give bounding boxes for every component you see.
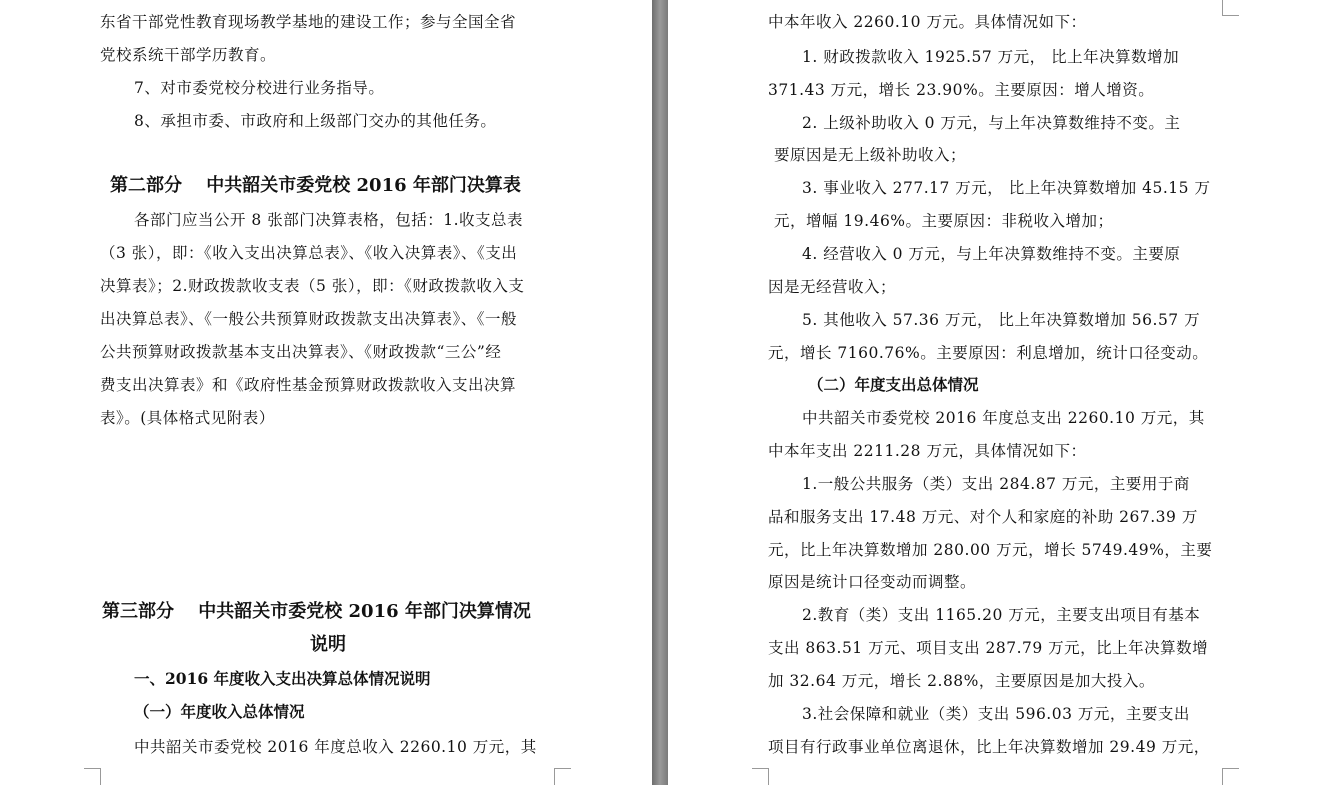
part3-title-cont: 说明 [310,634,346,655]
text-line: 元，增长 7160.76%。主要原因：利息增加，统计口径变动。 [768,344,1209,362]
text-line: 2.教育（类）支出 1165.20 万元，主要支出项目有基本 [802,606,1201,624]
page-gutter [652,0,668,785]
text-line: 8、承担市委、市政府和上级部门交办的其他任务。 [134,112,497,130]
text-line: 品和服务支出 17.48 万元、对个人和家庭的补助 267.39 万 [768,508,1198,526]
text-line: 表》。(具体格式见附表） [100,409,275,427]
text-line: 7、对市委党校分校进行业务指导。 [134,79,385,97]
text-line: 党校系统干部学历教育。 [100,46,277,64]
text-line: 中共韶关市委党校 2016 年度总支出 2260.10 万元，其 [802,409,1205,427]
text-line: 各部门应当公开 8 张部门决算表格，包括：1.收支总表 [134,211,524,229]
text-line: 项目有行政事业单位离退休，比上年决算数增加 29.49 万元， [768,738,1210,756]
text-line: 1.一般公共服务（类）支出 284.87 万元，主要用于商 [802,475,1190,493]
text-line: 加 32.64 万元，增长 2.88%，主要原因是加大投入。 [768,672,1155,690]
text-line: 5. 其他收入 57.36 万元， 比上年决算数增加 56.57 万 [802,311,1201,329]
text-line: 2. 上级补助收入 0 万元，与上年决算数维持不变。主 [802,114,1181,132]
text-line: 因是无经营收入； [768,278,897,296]
text-line: 支出 863.51 万元、项目支出 287.79 万元，比上年决算数增 [768,639,1209,657]
text-line: 3.社会保障和就业（类）支出 596.03 万元，主要支出 [802,705,1190,723]
text-line: 决算表》；2.财政拨款收支表（5 张），即：《财政拨款收入支 [100,277,525,295]
page-corner-mark [1222,0,1239,16]
text-line: 元，增幅 19.46%。主要原因：非税收入增加； [774,212,1114,230]
text-line: 中本年收入 2260.10 万元。具体情况如下： [768,13,1087,31]
text-line: 中共韶关市委党校 2016 年度总收入 2260.10 万元，其 [134,738,537,756]
left-page [0,0,652,785]
text-line: 原因是统计口径变动而调整。 [768,573,977,591]
text-line: 要原因是无上级补助收入； [774,146,967,164]
part3-title: 第三部分 中共韶关市委党校 2016 年部门决算情况 [102,601,531,622]
text-line: 东省干部党性教育现场教学基地的建设工作；参与全国全省 [100,13,517,31]
text-line: 3. 事业收入 277.17 万元， 比上年决算数增加 45.15 万 [802,179,1211,197]
text-line: 4. 经营收入 0 万元，与上年决算数维持不变。主要原 [802,245,1181,263]
text-line: 出决算总表》、《一般公共预算财政拨款支出决算表》、《一般 [100,310,518,328]
page-corner-mark [554,768,571,785]
text-line: 元，比上年决算数增加 280.00 万元，增长 5749.49%，主要 [768,541,1213,559]
section-title: 一、2016 年度收入支出决算总体情况说明 [134,669,431,688]
text-line: 1. 财政拨款收入 1925.57 万元， 比上年决算数增加 [802,48,1180,66]
subsection-title: （一）年度收入总体情况 [134,702,305,721]
subsection-title: （二）年度支出总体情况 [808,375,979,394]
text-line: 费支出决算表》和《政府性基金预算财政拨款收入支出决算 [100,376,517,394]
text-line: 371.43 万元，增长 23.90%。主要原因：增人增资。 [768,81,1155,99]
text-line: 中本年支出 2211.28 万元，具体情况如下： [768,442,1087,460]
page-corner-mark [1222,768,1239,785]
page-corner-mark [84,768,101,785]
text-line: （3 张），即：《收入支出决算总表》、《收入决算表》、《支出 [100,244,518,262]
page-corner-mark [752,768,769,785]
part2-title: 第二部分 中共韶关市委党校 2016 年部门决算表 [110,175,521,196]
right-page [668,0,1320,785]
text-line: 公共预算财政拨款基本支出决算表》、《财政拨款“三公”经 [100,343,502,361]
